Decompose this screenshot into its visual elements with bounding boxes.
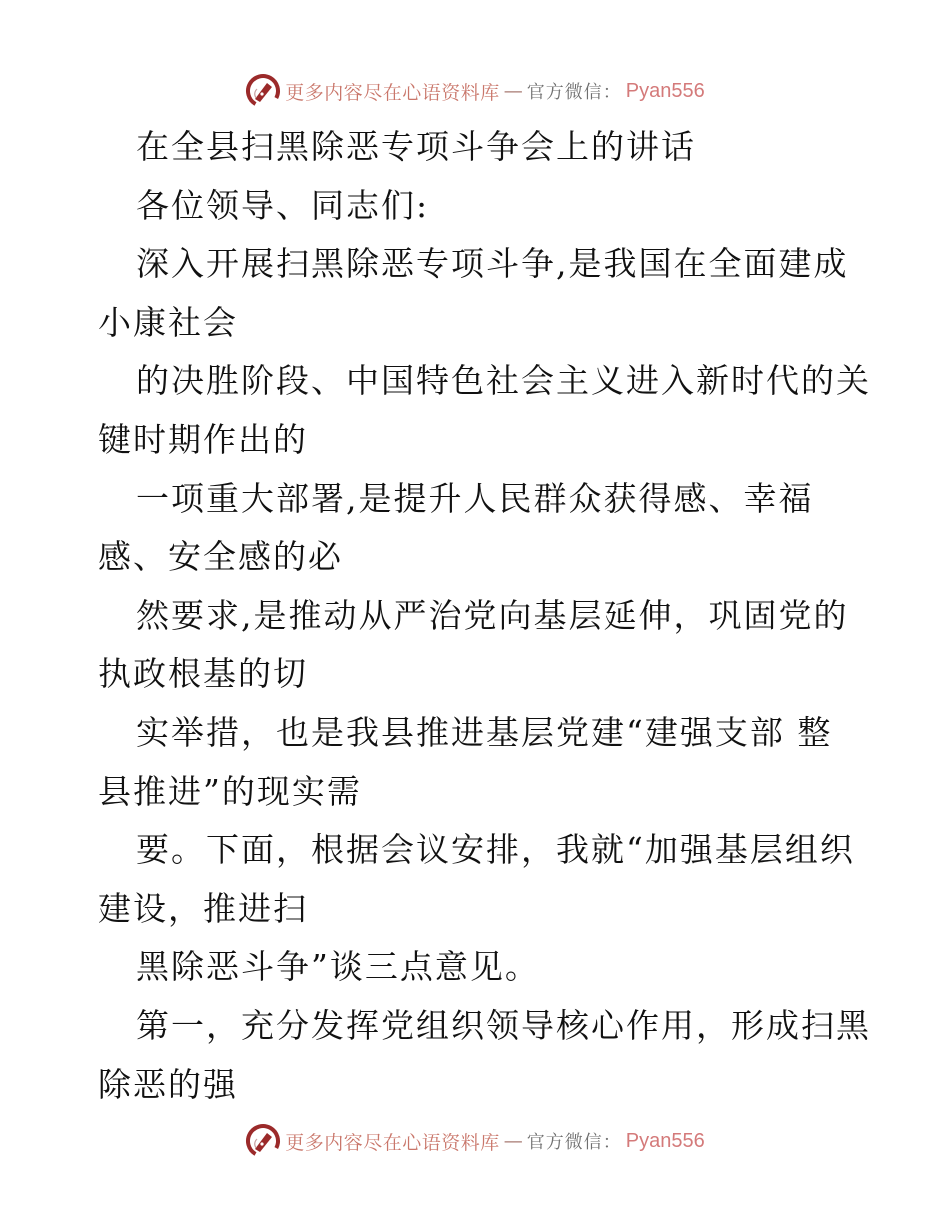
paragraph-line: 黑除恶斗争”谈三点意见。 <box>136 947 540 987</box>
footer-watermark-banner <box>0 1121 950 1161</box>
wechat-label: 官方微信： <box>526 1132 622 1153</box>
salutation: 各位领导、同志们: <box>136 185 430 225</box>
paragraph-line: 实举措，也是我县推进基层党建“建强支部 整 <box>136 712 833 752</box>
header-watermark-banner <box>0 71 950 111</box>
paragraph-line: 一项重大部署,是提升人民群众获得感、幸福 <box>136 478 814 518</box>
paragraph-line: 深入开展扫黑除恶专项斗争,是我国在全面建成 <box>136 244 849 284</box>
wechat-id: Pyan556 <box>625 79 705 102</box>
paragraph-line: 键时期作出的 <box>98 419 308 459</box>
section-heading-line: 除恶的强 <box>98 1064 238 1104</box>
pen-nib-logo-icon <box>245 1123 281 1159</box>
paragraph-line: 要。下面，根据会议安排，我就“加强基层组织 <box>136 830 855 870</box>
paragraph-line: 的决胜阶段、中国特色社会主义进入新时代的关 <box>136 361 871 401</box>
separator-dash: — <box>503 80 523 102</box>
wechat-id: Pyan556 <box>625 1129 705 1152</box>
wechat-label: 官方微信： <box>526 82 622 103</box>
document-title: 在全县扫黑除恶专项斗争会上的讲话 <box>136 127 696 166</box>
pen-nib-logo-icon <box>245 73 281 109</box>
section-heading-line: 第一，充分发挥党组织领导核心作用，形成扫黑 <box>136 1005 871 1045</box>
paragraph-line: 小康社会 <box>98 302 238 342</box>
document-body <box>98 124 871 1120</box>
paragraph-line: 县推进”的现实需 <box>98 771 362 811</box>
paragraph-line: 建设，推进扫 <box>98 888 308 928</box>
paragraph-line: 然要求,是推动从严治党向基层延伸，巩固党的 <box>136 595 849 635</box>
paragraph-line: 感、安全感的必 <box>98 537 343 577</box>
promo-text: 更多内容尽在心语资料库 <box>285 81 500 104</box>
separator-dash: — <box>503 1130 523 1152</box>
promo-text: 更多内容尽在心语资料库 <box>285 1131 500 1154</box>
paragraph-line: 执政根基的切 <box>98 654 308 694</box>
